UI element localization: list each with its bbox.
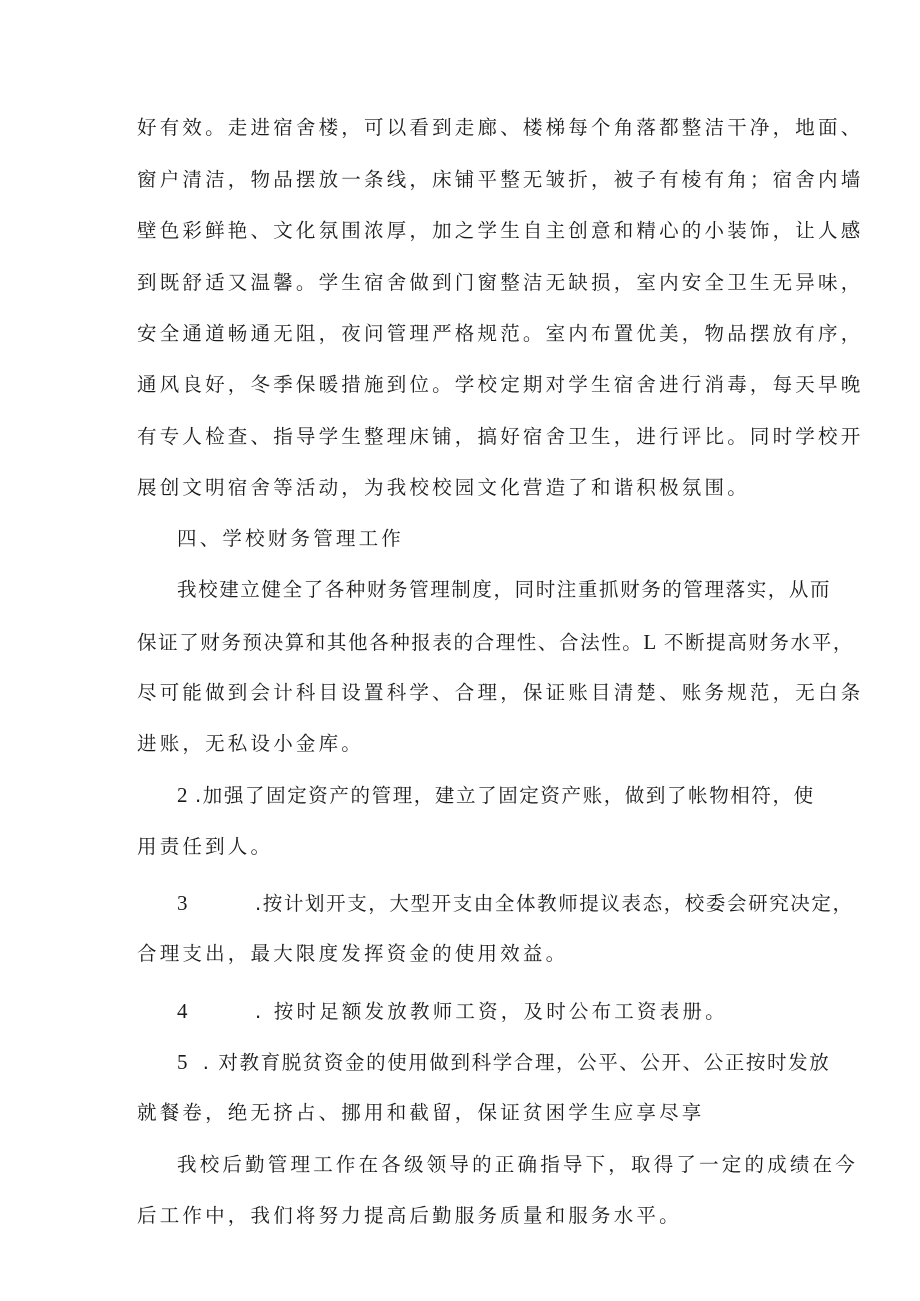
list-item-continuation: 合理支出，最大限度发挥资金的使用效益。 — [137, 942, 569, 965]
list-item-continuation: 用责任到人。 — [137, 835, 274, 858]
paragraph-line: 尽可能做到会计科目设置科学、合理，保证账目清楚、账务规范，无白条 — [137, 681, 864, 704]
paragraph-line: 我校后勤管理工作在各级领导的正确指导下，取得了一定的成绩在今 — [177, 1153, 859, 1176]
list-item-text: . 按时足额发放教师工资，及时公布工资表册。 — [255, 1000, 728, 1023]
paragraph-line: 我校建立健全了各种财务管理制度，同时注重抓财务的管理落实，从而 — [177, 578, 832, 601]
paragraph-line: 后工作中，我们将努力提高后勤服务质量和服务水平。 — [137, 1204, 682, 1227]
list-item-text: .按计划开支，大型开支由全体教师提议表态，校委会研究决定， — [255, 892, 854, 915]
paragraph-line: 通风良好，冬季保暖措施到位。学校定期对学生宿舍进行消毒，每天早晚 — [137, 373, 864, 396]
paragraph-text: 不断提高财务水平， — [664, 631, 854, 654]
list-item-text: . 对教育脱贫资金的使用做到科学合理，公平、公开、公正按时发放 — [195, 1051, 831, 1074]
section-heading: 四、学校财务管理工作 — [177, 527, 405, 550]
list-item-3 — [177, 888, 854, 918]
list-item-5 — [177, 1047, 837, 1077]
paragraph-line — [137, 627, 854, 657]
list-item-2 — [177, 780, 837, 810]
list-item-continuation: 就餐卷，绝无挤占、挪用和截留，保证贫困学生应享尽享 — [137, 1101, 705, 1124]
list-number: 5 — [177, 1050, 188, 1074]
paragraph-line: 展创文明宿舍等活动，为我校校园文化营造了和谐积极氛围。 — [137, 476, 750, 499]
list-number: 2 — [177, 783, 188, 807]
list-marker: L — [643, 630, 657, 654]
paragraph-line: 到既舒适又温馨。学生宿舍做到门窗整洁无缺损，室内安全卫生无异味， — [137, 271, 864, 294]
list-item-4 — [177, 996, 837, 1026]
paragraph-line: 壁色彩鲜艳、文化氛围浓厚，加之学生自主创意和精心的小装饰，让人感 — [137, 219, 864, 242]
paragraph-line: 安全通道畅通无阻，夜问管理严格规范。室内布置优美，物品摆放有序， — [137, 322, 864, 345]
list-number: 3 — [177, 891, 188, 915]
paragraph-line: 窗户清洁，物品摆放一条线，床铺平整无皱折，被子有棱有角；宿舍内墙 — [137, 168, 864, 191]
list-item-text: .加强了固定资产的管理，建立了固定资产账，做到了帐物相符，使 — [195, 784, 815, 807]
paragraph-text: 保证了财务预决算和其他各种报表的合理性、合法性。 — [137, 631, 644, 654]
list-number: 4 — [177, 999, 188, 1023]
paragraph-line: 好有效。走进宿舍楼，可以看到走廊、楼梯每个角落都整洁干净，地面、 — [137, 116, 864, 139]
paragraph-line: 有专人检查、指导学生整理床铺，搞好宿舍卫生，进行评比。同时学校开 — [137, 425, 864, 448]
paragraph-line: 进账，无私设小金库。 — [137, 732, 365, 755]
